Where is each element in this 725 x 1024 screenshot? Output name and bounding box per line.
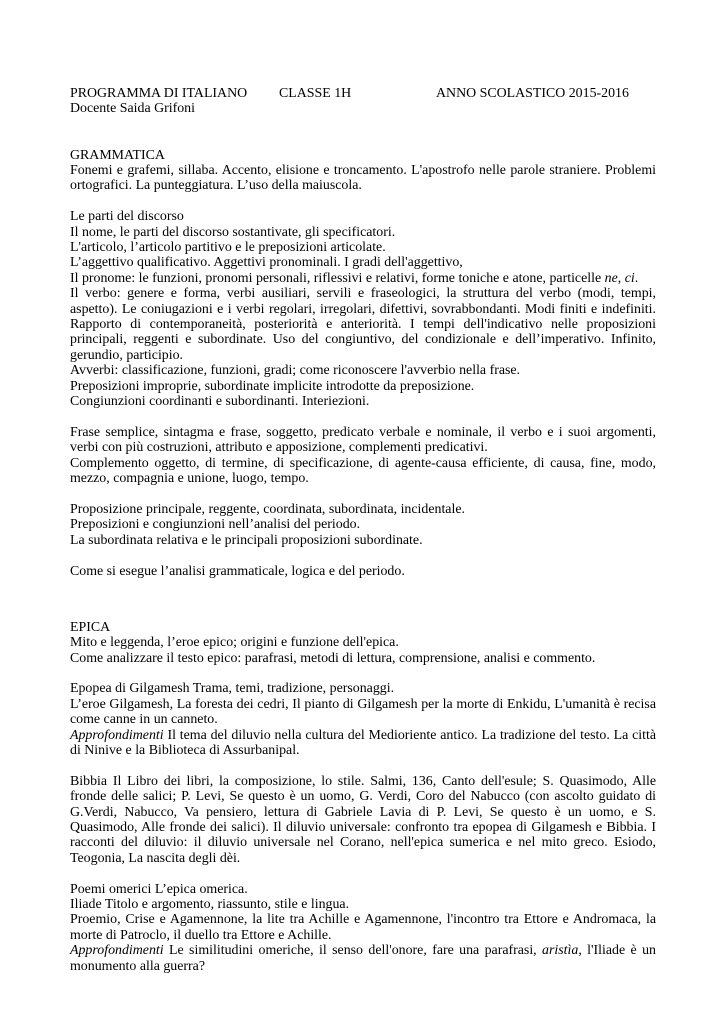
congiunzioni-line: Congiunzioni coordinanti e subordinanti. Interiezioni. (70, 394, 370, 410)
articolo-line: L'articolo, l’articolo partitivo e le preposizioni articolate. (70, 240, 386, 256)
proemio-paragraph: Proemio, Crise e Agamennone, la lite tra Achille e Agamennone, l'incontro tra Ettore e Andromaca, la morte di Patroclo, il duello tra Ettore e Achille. (70, 912, 656, 943)
particella-ne: ne (604, 270, 618, 286)
nome-line: Il nome, le parti del discorso sostantivate, gli specificatori. (70, 224, 396, 240)
parti-discorso-heading: Le parti del discorso (70, 209, 184, 225)
document-body (70, 86, 656, 974)
teacher-name: Docente Saida Grifoni (70, 101, 195, 117)
iliade-approfondimenti: Approfondimenti Le similitudini omeriche, il senso dell'onore, fare una parafrasi, aristìa, l'Iliade è un monumento alla guerra? (70, 943, 656, 974)
approfondimenti-label: Approfondimenti (70, 943, 164, 959)
preposizioni-periodo-line: Preposizioni e congiunzioni nell’analisi del periodo. (70, 517, 361, 533)
analisi-line: Come si esegue l’analisi grammaticale, logica e del periodo. (70, 563, 405, 579)
iliade-line: Iliade Titolo e argomento, riassunto, stile e lingua. (70, 896, 350, 912)
school-year: ANNO SCOLASTICO 2015-2016 (436, 86, 629, 101)
class-label: CLASSE 1H (279, 86, 352, 101)
bibbia-paragraph: Bibbia Il Libro dei libri, la composizione, lo stile. Salmi, 136, Canto dell'esule; S. Quasimodo, Alle fronde delle salici; P. Levi, Se questo è un uomo, G. Verdi, Coro del Nabucco (con ascolto guidato di G.Verdi, Nabucco, Va pensiero, lettura di Gabriele Lavia di P. Levi, Se questo è un uomo, e S. Quasimodo, Alle fronde dei salici). Il diluvio universale: confronto tra epopea di Gilgamesh e Bibbia. I racconti del diluvio: il diluvio universale nel Corano, nell'epica sumerica e nel mito greco. Esiodo, Teogonia, La nascita degli dèi. (70, 773, 656, 866)
particella-ci: ci (624, 270, 635, 286)
gilgamesh-approfondimenti: Approfondimenti Il tema del diluvio nella cultura del Medioriente antico. La tradizione del testo. La città di Ninive e la Biblioteca di Assurbanipal. (70, 727, 656, 758)
grammatica-heading: GRAMMATICA (70, 147, 165, 163)
approfondimenti-label: Approfondimenti (70, 727, 164, 743)
aggettivo-line: L’aggettivo qualificativo. Aggettivi pronominali. I gradi dell'aggettivo, (70, 255, 463, 271)
header-line (70, 86, 656, 101)
aristia-term: aristìa (542, 943, 579, 959)
gilgamesh-paragraph: L’eroe Gilgamesh, La foresta dei cedri, Il pianto di Gilgamesh per la morte di Enkidu, L'umanità è recisa come canne in un canneto. (70, 696, 656, 728)
avverbi-line: Avverbi: classificazione, funzioni, gradi; come riconoscere l'avverbio nella frase. (70, 363, 521, 379)
analisi-epica-line: Come analizzare il testo epico: parafrasi, metodi di lettura, comprensione, analisi e commento. (70, 650, 596, 666)
grammatica-intro: Fonemi e grafemi, sillaba. Accento, elisione e troncamento. L'apostrofo nelle parole straniere. Problemi ortografici. La punteggiatura. L’uso della maiuscola. (70, 163, 656, 194)
pronome-line: Il pronome: le funzioni, pronomi personali, riflessivi e relativi, forme toniche e atone, particelle ne, ci. (70, 270, 639, 286)
epica-heading: EPICA (70, 619, 111, 635)
preposizioni-line: Preposizioni improprie, subordinate implicite introdotte da preposizione. (70, 378, 475, 394)
poemi-omerici-line: Poemi omerici L’epica omerica. (70, 881, 248, 897)
mito-line: Mito e leggenda, l’eroe epico; origini e funzione dell'epica. (70, 635, 399, 651)
gilgamesh-title-line: Epopea di Gilgamesh Trama, temi, tradizione, personaggi. (70, 681, 395, 697)
frase-semplice-paragraph: Frase semplice, sintagma e frase, soggetto, predicato verbale e nominale, il verbo e i suoi argomenti, verbi con più costruzioni, attributo e apposizione, complementi predicativi. (70, 424, 656, 456)
complementi-paragraph: Complemento oggetto, di termine, di specificazione, di agente-causa efficiente, di causa, fine, modo, mezzo, compagnia e unione, luogo, tempo. (70, 455, 656, 487)
proposizione-line: Proposizione principale, reggente, coordinata, subordinata, incidentale. (70, 501, 465, 517)
program-title: PROGRAMMA DI ITALIANO (70, 86, 248, 101)
verbo-paragraph: Il verbo: genere e forma, verbi ausiliari, servili e fraseologici, la struttura del verbo (modi, tempi, aspetto). Le coniugazioni e i verbi regolari, irregolari, difettivi, sovrabbondanti. Modi finiti e indefiniti. Rapporto di contemporaneità, posteriorità e anteriorità. I tempi dell'indicativo nelle proposizioni principali, reggenti e subordinate. Uso del congiuntivo, del condizionale e dell’imperativo. Infinito, gerundio, participio. (70, 286, 656, 363)
subordinata-line: La subordinata relativa e le principali proposizioni subordinate. (70, 532, 423, 548)
